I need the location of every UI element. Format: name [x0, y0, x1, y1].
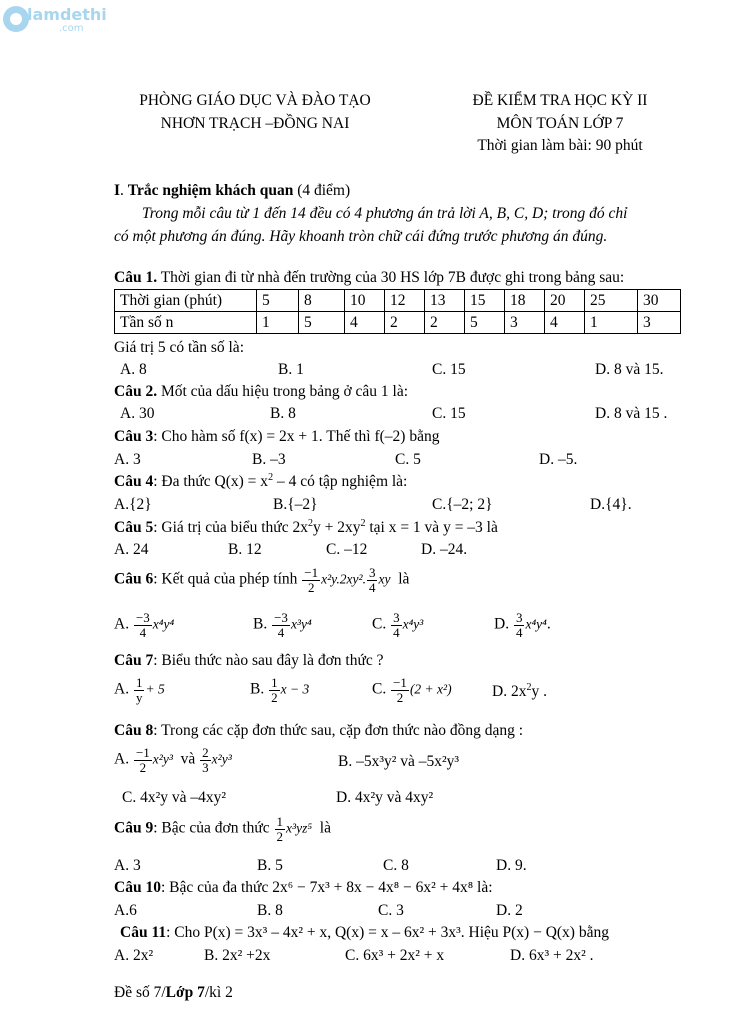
logo-text: lamdethi [27, 5, 107, 24]
q3-option-b[interactable]: B. –3 [252, 451, 286, 468]
table-cell: 1 [257, 312, 299, 334]
table-cell: Thời gian (phút) [115, 290, 257, 312]
header-left-line1: PHÒNG GIÁO DỤC VÀ ĐÀO TẠO [139, 92, 371, 109]
table-cell: 2 [425, 312, 465, 334]
header-left-line2: NHƠN TRẠCH –ĐỒNG NAI [160, 115, 350, 132]
table-cell: 25 [585, 290, 638, 312]
table-cell: Tần số n [115, 312, 257, 334]
q11-option-a[interactable]: A. 2x² [114, 947, 154, 964]
logo-suffix: .com [59, 23, 84, 34]
table-cell: 3 [505, 312, 545, 334]
q10-option-a[interactable]: A.6 [114, 902, 137, 919]
instruction-line1: Trong mỗi câu từ 1 đến 14 đều có 4 phương án trả lời A, B, C, D; trong đó chỉ [142, 205, 628, 222]
table-cell: 12 [385, 290, 425, 312]
q3-stem: Câu 3: Cho hàm số f(x) = 2x + 1. Thế thì f(–2) bằng [114, 428, 440, 445]
table-cell: 13 [425, 290, 465, 312]
table-cell: 30 [638, 290, 681, 312]
table-row [115, 290, 681, 312]
q8-stem: Câu 8: Trong các cặp đơn thức sau, cặp đơn thức nào đồng dạng : [114, 722, 524, 739]
table-cell: 10 [345, 290, 385, 312]
table-row [115, 312, 681, 334]
header-right-line3: Thời gian làm bài: 90 phút [477, 137, 643, 154]
q5-stem: Câu 5: Giá trị của biểu thức $2x^2y + 2xy^2$ tại x = 1 và y = –3 là [114, 517, 498, 536]
q6-option-d[interactable]: D. $\frac{3}{4}$ x⁴y⁴. [494, 610, 551, 640]
q8-option-c[interactable]: C. 4x²y và –4xy² [122, 789, 227, 806]
site-logo [3, 4, 123, 38]
q3-option-d[interactable]: D. –5. [539, 451, 578, 468]
q8-option-a[interactable]: A. $\frac{-1}{2}$ x²y³ và $\frac{2}{3}$ x²y³ [114, 745, 232, 775]
table-cell: 15 [465, 290, 505, 312]
q10-stem: Câu 10: Bậc của đa thức 2x⁶ − 7x³ + 8x − 4x⁸ − 6x² + 4x⁸ là: [114, 879, 493, 896]
section-title: Trắc nghiệm khách quan [127, 182, 294, 199]
table-cell: 18 [505, 290, 545, 312]
page-footer: Đề số 7/Lớp 7/kì 2 [114, 984, 233, 1001]
table-cell: 5 [257, 290, 299, 312]
q9-option-d[interactable]: D. 9. [496, 857, 527, 874]
q1-option-d[interactable]: D. 8 và 15. [595, 361, 664, 378]
q3-option-a[interactable]: A. 3 [114, 451, 141, 468]
q10-option-b[interactable]: B. 8 [257, 902, 283, 919]
q9-stem: Câu 9: Bậc của đơn thức $\frac{1}{2}$ x³yz⁵ là [114, 814, 331, 844]
q4-option-a[interactable]: A.{2} [114, 496, 152, 513]
q5-option-d[interactable]: D. –24. [421, 541, 468, 558]
q8-option-d[interactable]: D. 4x²y và 4xy² [336, 789, 434, 806]
q4-option-d[interactable]: D.{4}. [590, 496, 632, 513]
q5-option-a[interactable]: A. 24 [114, 541, 149, 558]
q5-option-b[interactable]: B. 12 [228, 541, 262, 558]
section-points: (4 điểm) [297, 182, 351, 199]
table-cell: 5 [465, 312, 505, 334]
table-cell: 5 [299, 312, 345, 334]
q1-sub: Giá trị 5 có tần số là: [114, 339, 244, 356]
q7-option-b[interactable]: B. $\frac{1}{2}$ x − 3 [250, 675, 310, 705]
q2-option-a[interactable]: A. 30 [120, 405, 155, 422]
q2-stem: Câu 2. Mốt của dấu hiệu trong bảng ở câu 1 là: [114, 383, 409, 400]
q10-option-c[interactable]: C. 3 [378, 902, 404, 919]
q9-option-a[interactable]: A. 3 [114, 857, 141, 874]
q1-option-b[interactable]: B. 1 [278, 361, 304, 378]
q11-option-d[interactable]: D. 6x³ + 2x² . [510, 947, 594, 964]
q6-option-a[interactable]: A. $\frac{-3}{4}$ x⁴y⁴ [114, 610, 175, 640]
q8-option-b[interactable]: B. –5x³y² và –5x²y³ [338, 753, 460, 770]
q2-option-b[interactable]: B. 8 [270, 405, 296, 422]
q6-option-b[interactable]: B. $\frac{-3}{4}$ x³y⁴ [253, 610, 312, 640]
table-cell: 1 [585, 312, 638, 334]
q7-option-a[interactable]: A. $\frac{1}{y}$ + 5 [114, 675, 165, 705]
fraction: $\frac{-1}{2}$ [304, 565, 319, 595]
table-cell: 8 [299, 290, 345, 312]
q4-option-c[interactable]: C.{–2; 2} [432, 496, 493, 513]
header-right-line2: MÔN TOÁN LỚP 7 [496, 115, 624, 132]
header-right-line1: ĐỀ KIỂM TRA HỌC KỲ II [472, 92, 648, 109]
q5-option-c[interactable]: C. –12 [326, 541, 368, 558]
q10-option-d[interactable]: D. 2 [496, 902, 523, 919]
table-cell: 4 [545, 312, 585, 334]
q3-option-c[interactable]: C. 5 [395, 451, 421, 468]
instruction-line2: có một phương án đúng. Hãy khoanh tròn chữ cái đứng trước phương án đúng. [114, 228, 608, 245]
q1-stem: Câu 1. Thời gian đi từ nhà đến trường của 30 HS lớp 7B được ghi trong bảng sau: [114, 269, 625, 286]
section-heading: I. Trắc nghiệm khách quan (4 điểm) [114, 182, 351, 199]
q1-option-c[interactable]: C. 15 [432, 361, 466, 378]
q7-option-c[interactable]: C. $\frac{-1}{2}$ (2 + x²) [372, 675, 452, 705]
q9-option-c[interactable]: C. 8 [383, 857, 409, 874]
q2-option-c[interactable]: C. 15 [432, 405, 466, 422]
q11-option-c[interactable]: C. 6x³ + 2x² + x [345, 947, 445, 964]
table-cell: 2 [385, 312, 425, 334]
q7-option-d[interactable]: D. $2x^2y$ . [492, 681, 547, 700]
section-num: I [114, 182, 121, 199]
q7-stem: Câu 7: Biểu thức nào sau đây là đơn thức ? [114, 652, 384, 669]
q2-option-d[interactable]: D. 8 và 15 . [595, 405, 668, 422]
logo-icon [3, 6, 29, 32]
table-cell: 4 [345, 312, 385, 334]
q6-stem: Câu 6: Kết quả của phép tính $\frac{-1}{2}$ x²y.2xy². $\frac{3}{4}$ xy là [114, 565, 410, 595]
q1-option-a[interactable]: A. 8 [120, 361, 147, 378]
q9-option-b[interactable]: B. 5 [257, 857, 283, 874]
q11-option-b[interactable]: B. 2x² +2x [204, 947, 271, 964]
q4-option-b[interactable]: B.{–2} [273, 496, 318, 513]
table-cell: 20 [545, 290, 585, 312]
q4-stem: Câu 4: Đa thức $Q(x) = x^2 - 4$ có tập nghiệm là: [114, 471, 408, 490]
fraction: $\frac{3}{4}$ [368, 565, 376, 595]
table-cell: 3 [638, 312, 681, 334]
q6-option-c[interactable]: C. $\frac{3}{4}$ x⁴y³ [372, 610, 424, 640]
q11-stem: Câu 11: Cho P(x) = 3x³ – 4x² + x, Q(x) = x – 6x² + 3x³. Hiệu P(x) − Q(x) bằng [120, 924, 609, 941]
frequency-table [114, 289, 681, 334]
